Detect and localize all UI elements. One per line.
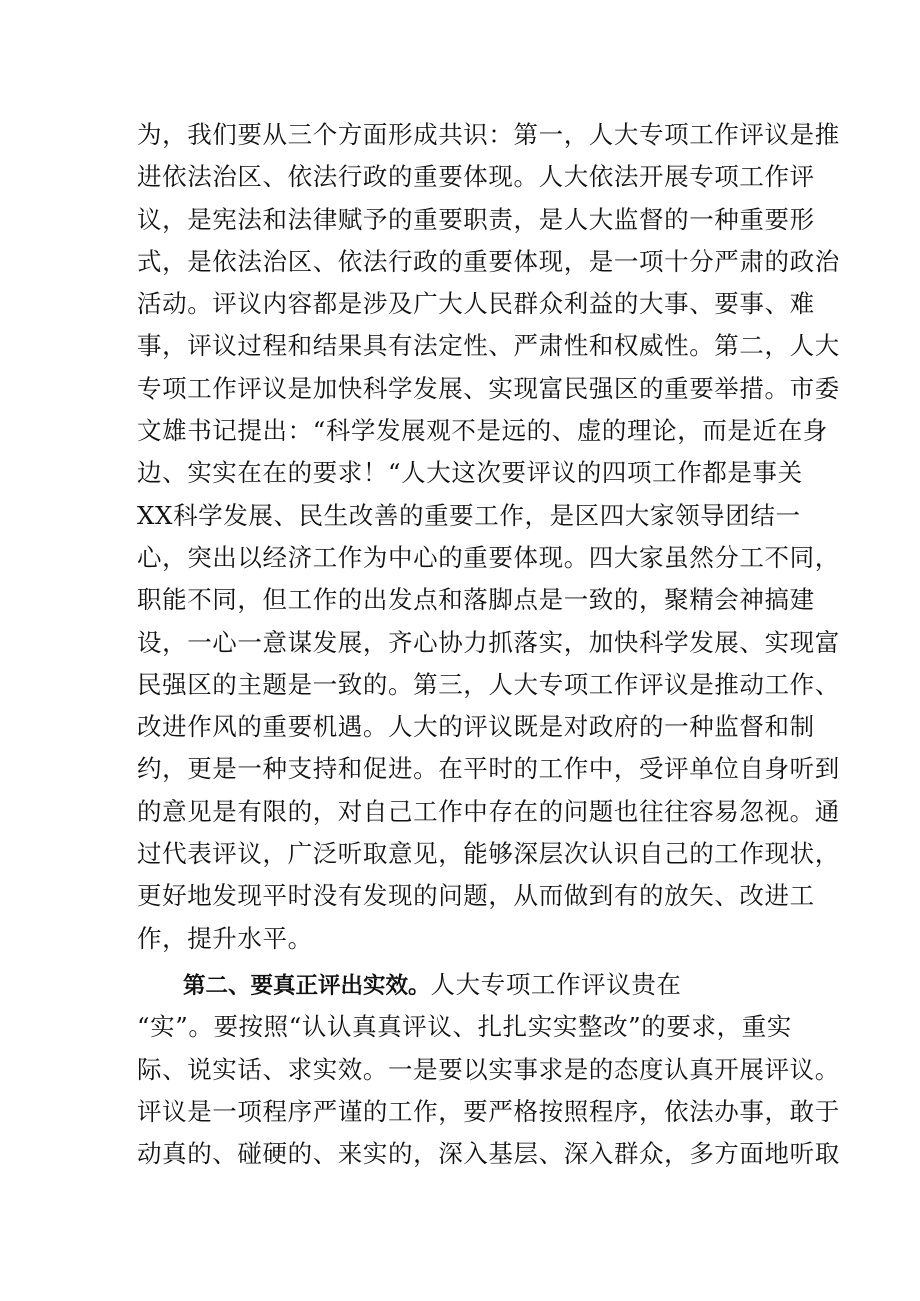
text-line: 专项工作评议是加快科学发展、实现富民强区的重要举措。市委 (137, 373, 840, 403)
body-text (137, 114, 840, 1175)
text-line: 过代表评议，广泛听取意见，能够深层次认识自己的工作现状， (137, 839, 840, 869)
text-line: 更好地发现平时没有发现的问题，从而做到有的放矢、改进工 (137, 881, 815, 911)
text-line: 边、实实在在的要求！“人大这次要评议的四项工作都是事关 (137, 458, 803, 488)
text-line: 议，是宪法和法律赋予的重要职责，是人大监督的一种重要形 (137, 204, 815, 234)
text-line: 民强区的主题是一致的。第三，人大专项工作评议是推动工作、 (137, 669, 840, 699)
text-line: 职能不同，但工作的出发点和落脚点是一致的，聚精会神搞建 (137, 585, 815, 615)
text-line: 作，提升水平。 (137, 923, 313, 953)
text-line: 设，一心一意谋发展，齐心协力抓落实，加快科学发展、实现富 (137, 627, 840, 657)
heading-continuation: 人大专项工作评议贵在 (430, 969, 682, 999)
text-line: 动真的、碰硬的、来实的，深入基层、深入群众，多方面地听取 (137, 1139, 840, 1169)
text-line: 的意见是有限的，对自己工作中存在的问题也往往容易忽视。通 (137, 796, 840, 826)
text-line: 式，是依法治区、依法行政的重要体现，是一项十分严肃的政治 (137, 246, 840, 276)
section-heading: 第二、要真正评出实效。 (183, 972, 431, 999)
text-line: XX科学发展、民生改善的重要工作，是区四大家领导团结一 (137, 500, 801, 530)
text-line: 为，我们要从三个方面形成共识：第一，人大专项工作评议是推 (137, 120, 840, 149)
text-line: 文雄书记提出：“科学发展观不是远的、虚的理论，而是近在身 (137, 416, 828, 446)
text-line: “实”。要按照“认认真真评议、扎扎实实整改”的要求，重实 (137, 1012, 792, 1042)
text-line: 活动。评议内容都是涉及广大人民群众利益的大事、要事、难 (137, 289, 815, 319)
text-line: 事，评议过程和结果具有法定性、严肃性和权威性。第二，人大 (137, 331, 840, 361)
text-line: 评议是一项程序严谨的工作，要严格按照程序，依法办事，敢于 (137, 1096, 840, 1126)
text-line: 际、说实话、求实效。一是要以实事求是的态度认真开展评议。 (137, 1054, 840, 1084)
text-line: 进依法治区、依法行政的重要体现。人大依法开展专项工作评 (137, 162, 815, 192)
text-line: 约，更是一种支持和促进。在平时的工作中，受评单位自身听到 (137, 754, 840, 784)
text-line: 心，突出以经济工作为中心的重要体现。四大家虽然分工不同， (137, 542, 840, 572)
section-heading-line (137, 964, 787, 1006)
text-line: 改进作风的重要机遇。人大的评议既是对政府的一种监督和制 (137, 712, 815, 742)
